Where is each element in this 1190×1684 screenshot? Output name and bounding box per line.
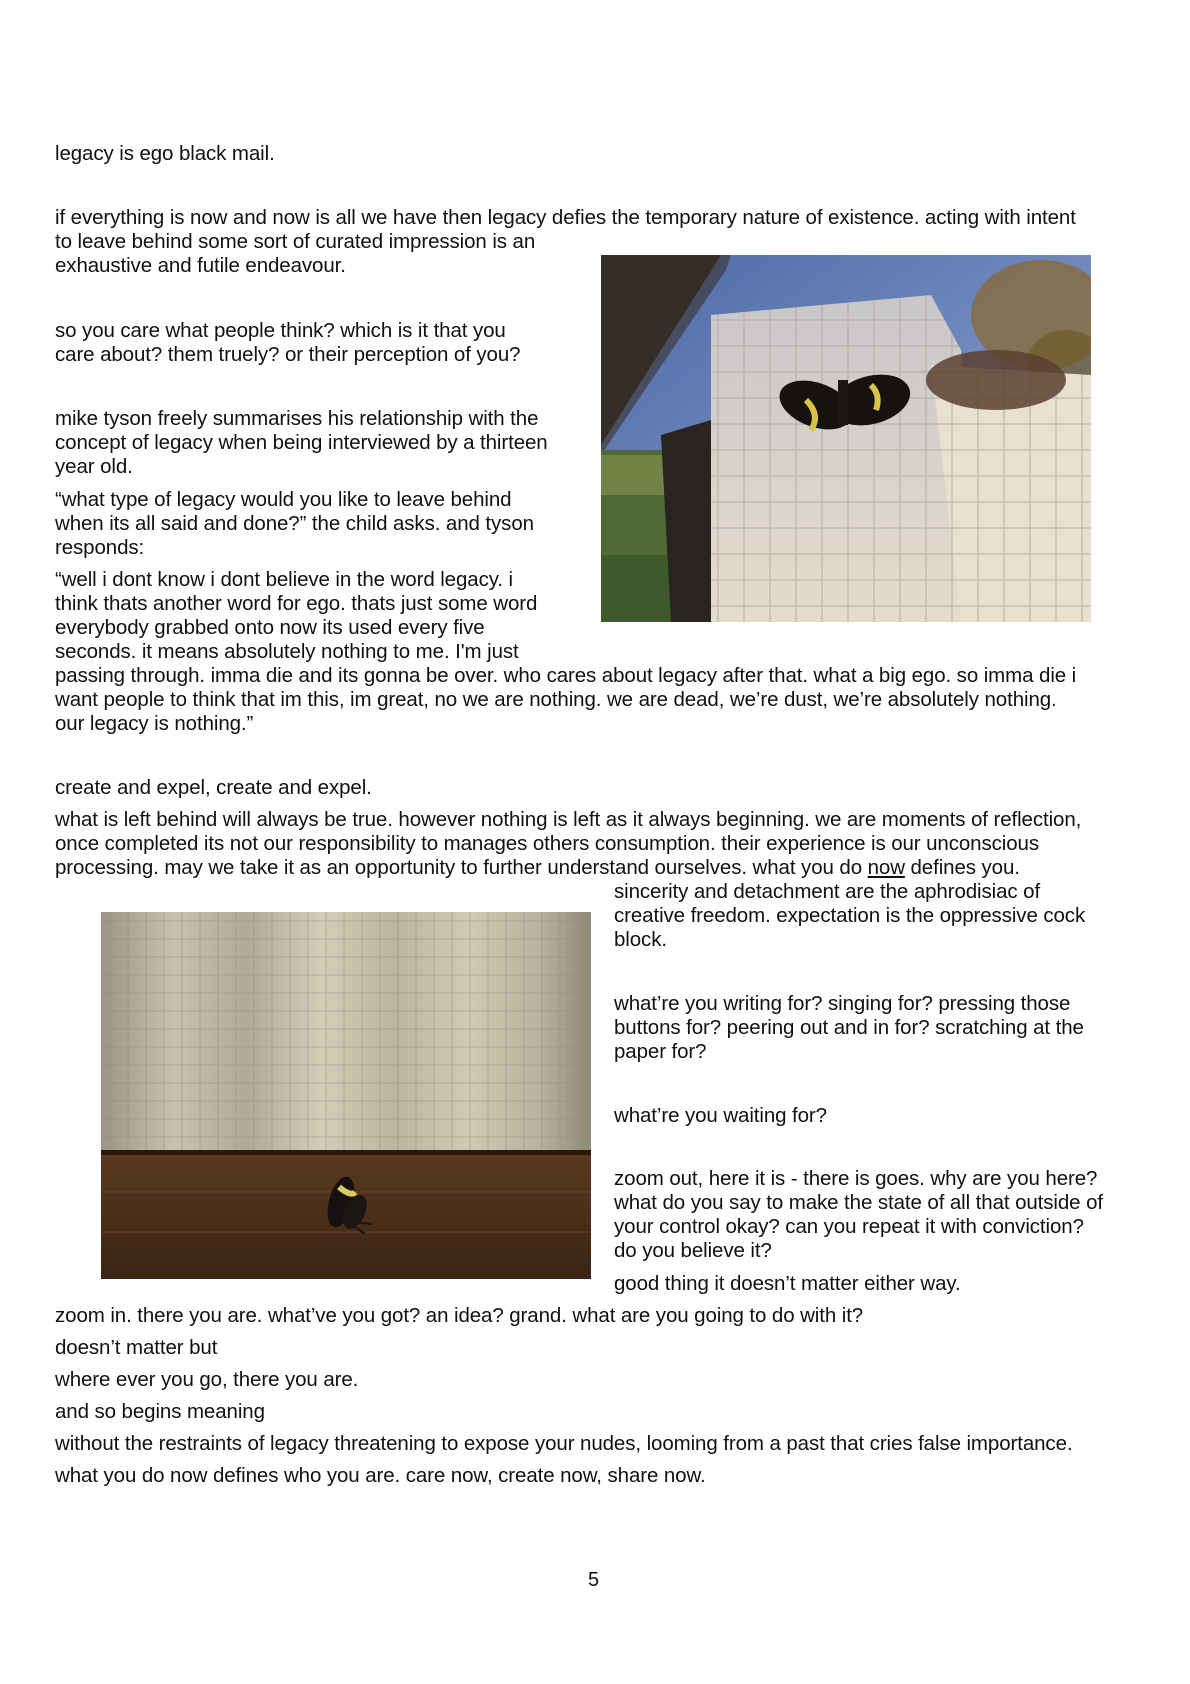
underlined-word: now (867, 856, 905, 879)
paragraph-doesnt-matter (55, 1336, 217, 1360)
text-line: care about? them truely? or their perception of you? (55, 343, 521, 366)
paragraph-where-ever-you-go (55, 1368, 358, 1392)
paragraph-child-question (55, 488, 534, 560)
text-line: buttons for? peering out and in for? scratching at the (614, 1016, 1084, 1039)
paragraph-waiting-for (614, 1104, 827, 1128)
paragraph-zoom-in (55, 1304, 863, 1328)
paragraph-zoom-out (614, 1167, 1103, 1263)
paragraph-legacy-ego (55, 142, 275, 166)
text-line: without the restraints of legacy threatening to expose your nudes, looming from a past that cries false importance. (55, 1432, 1073, 1455)
text-line: block. (614, 928, 667, 951)
text-line: “what type of legacy would you like to leave behind (55, 488, 512, 511)
line-tail: defines you. (904, 856, 1020, 879)
text-line: your control okay? can you repeat it with conviction? (614, 1215, 1084, 1238)
text-line: want people to think that im this, im great, no we are nothing. we are dead, we’re dust, we’re absolutely nothing. (55, 688, 1057, 711)
text-line: doesn’t matter but (55, 1336, 218, 1359)
text-line: what is left behind will always be true. however nothing is left as it always beginning. we are moments of reflection, (55, 808, 1082, 831)
text-line: when its all said and done?” the child asks. and tyson (55, 512, 534, 535)
text-line: mike tyson freely summarises his relationship with the (55, 407, 539, 430)
moth-on-cloth-photo (601, 255, 1091, 622)
paragraph-sincerity (614, 880, 1085, 952)
text-line: legacy is ego black mail. (55, 142, 275, 165)
text-line: our legacy is nothing.” (55, 712, 254, 735)
text-line: and so begins meaning (55, 1400, 265, 1423)
paragraph-create-and-expel (55, 776, 372, 800)
text-line: so you care what people think? which is it that you (55, 319, 506, 342)
text-line: zoom out, here it is - there is goes. why are you here? (614, 1167, 1098, 1190)
text-line: everybody grabbed onto now its used every five (55, 616, 485, 639)
text-line: think thats another word for ego. thats just some word (55, 592, 538, 615)
text-line: what you do now defines who you are. care now, create now, share now. (55, 1464, 706, 1487)
text-line: sincerity and detachment are the aphrodisiac of (614, 880, 1041, 903)
text-line: “well i dont know i dont believe in the word legacy. i (55, 568, 513, 591)
paragraph-care-what-people-think (55, 319, 520, 367)
text-line: concept of legacy when being interviewed by a thirteen (55, 431, 548, 454)
text-line: creative freedom. expectation is the oppressive cock (614, 904, 1086, 927)
text-line: year old. (55, 455, 133, 478)
text-line: where ever you go, there you are. (55, 1368, 359, 1391)
paragraph-without-restraints (55, 1432, 1072, 1456)
text-line: to leave behind some sort of curated impression is an (55, 230, 536, 253)
paragraph-writing-for (614, 992, 1084, 1064)
text-line: if everything is now and now is all we have then legacy defies the temporary nature of existence. acting with intent (55, 206, 1076, 229)
text-line: paper for? (614, 1040, 707, 1063)
text-line: what’re you writing for? singing for? pressing those (614, 992, 1071, 1015)
paragraph-good-thing (614, 1272, 961, 1296)
paragraph-mike-tyson (55, 407, 548, 479)
text-line: seconds. it means absolutely nothing to me. I'm just (55, 640, 519, 663)
text-line: passing through. imma die and its gonna be over. who cares about legacy after that. what a big ego. so imma die i (55, 664, 1077, 687)
text-line: exhaustive and futile endeavour. (55, 254, 346, 277)
text-line: good thing it doesn’t matter either way. (614, 1272, 961, 1295)
paragraph-what-you-do-now (55, 1464, 706, 1488)
text-line: do you believe it? (614, 1239, 772, 1262)
text-line: what do you say to make the state of all that outside of (614, 1191, 1103, 1214)
text-line: create and expel, create and expel. (55, 776, 372, 799)
paragraph-so-begins-meaning (55, 1400, 265, 1424)
text-line: responds: (55, 536, 145, 559)
text-line: zoom in. there you are. what’ve you got? an idea? grand. what are you going to do with it? (55, 1304, 864, 1327)
moth-on-ledge-photo (101, 912, 591, 1279)
page-number: 5 (588, 1569, 600, 1591)
text-line: what’re you waiting for? (614, 1104, 827, 1127)
text-line: once completed its not our responsibility to manages others consumption. their experience is our unconscious (55, 832, 1039, 855)
paragraph-what-is-left-behind (55, 808, 1081, 880)
text-line: processing. may we take it as an opportunity to further understand ourselves. what you do now defines you. (55, 856, 1020, 879)
